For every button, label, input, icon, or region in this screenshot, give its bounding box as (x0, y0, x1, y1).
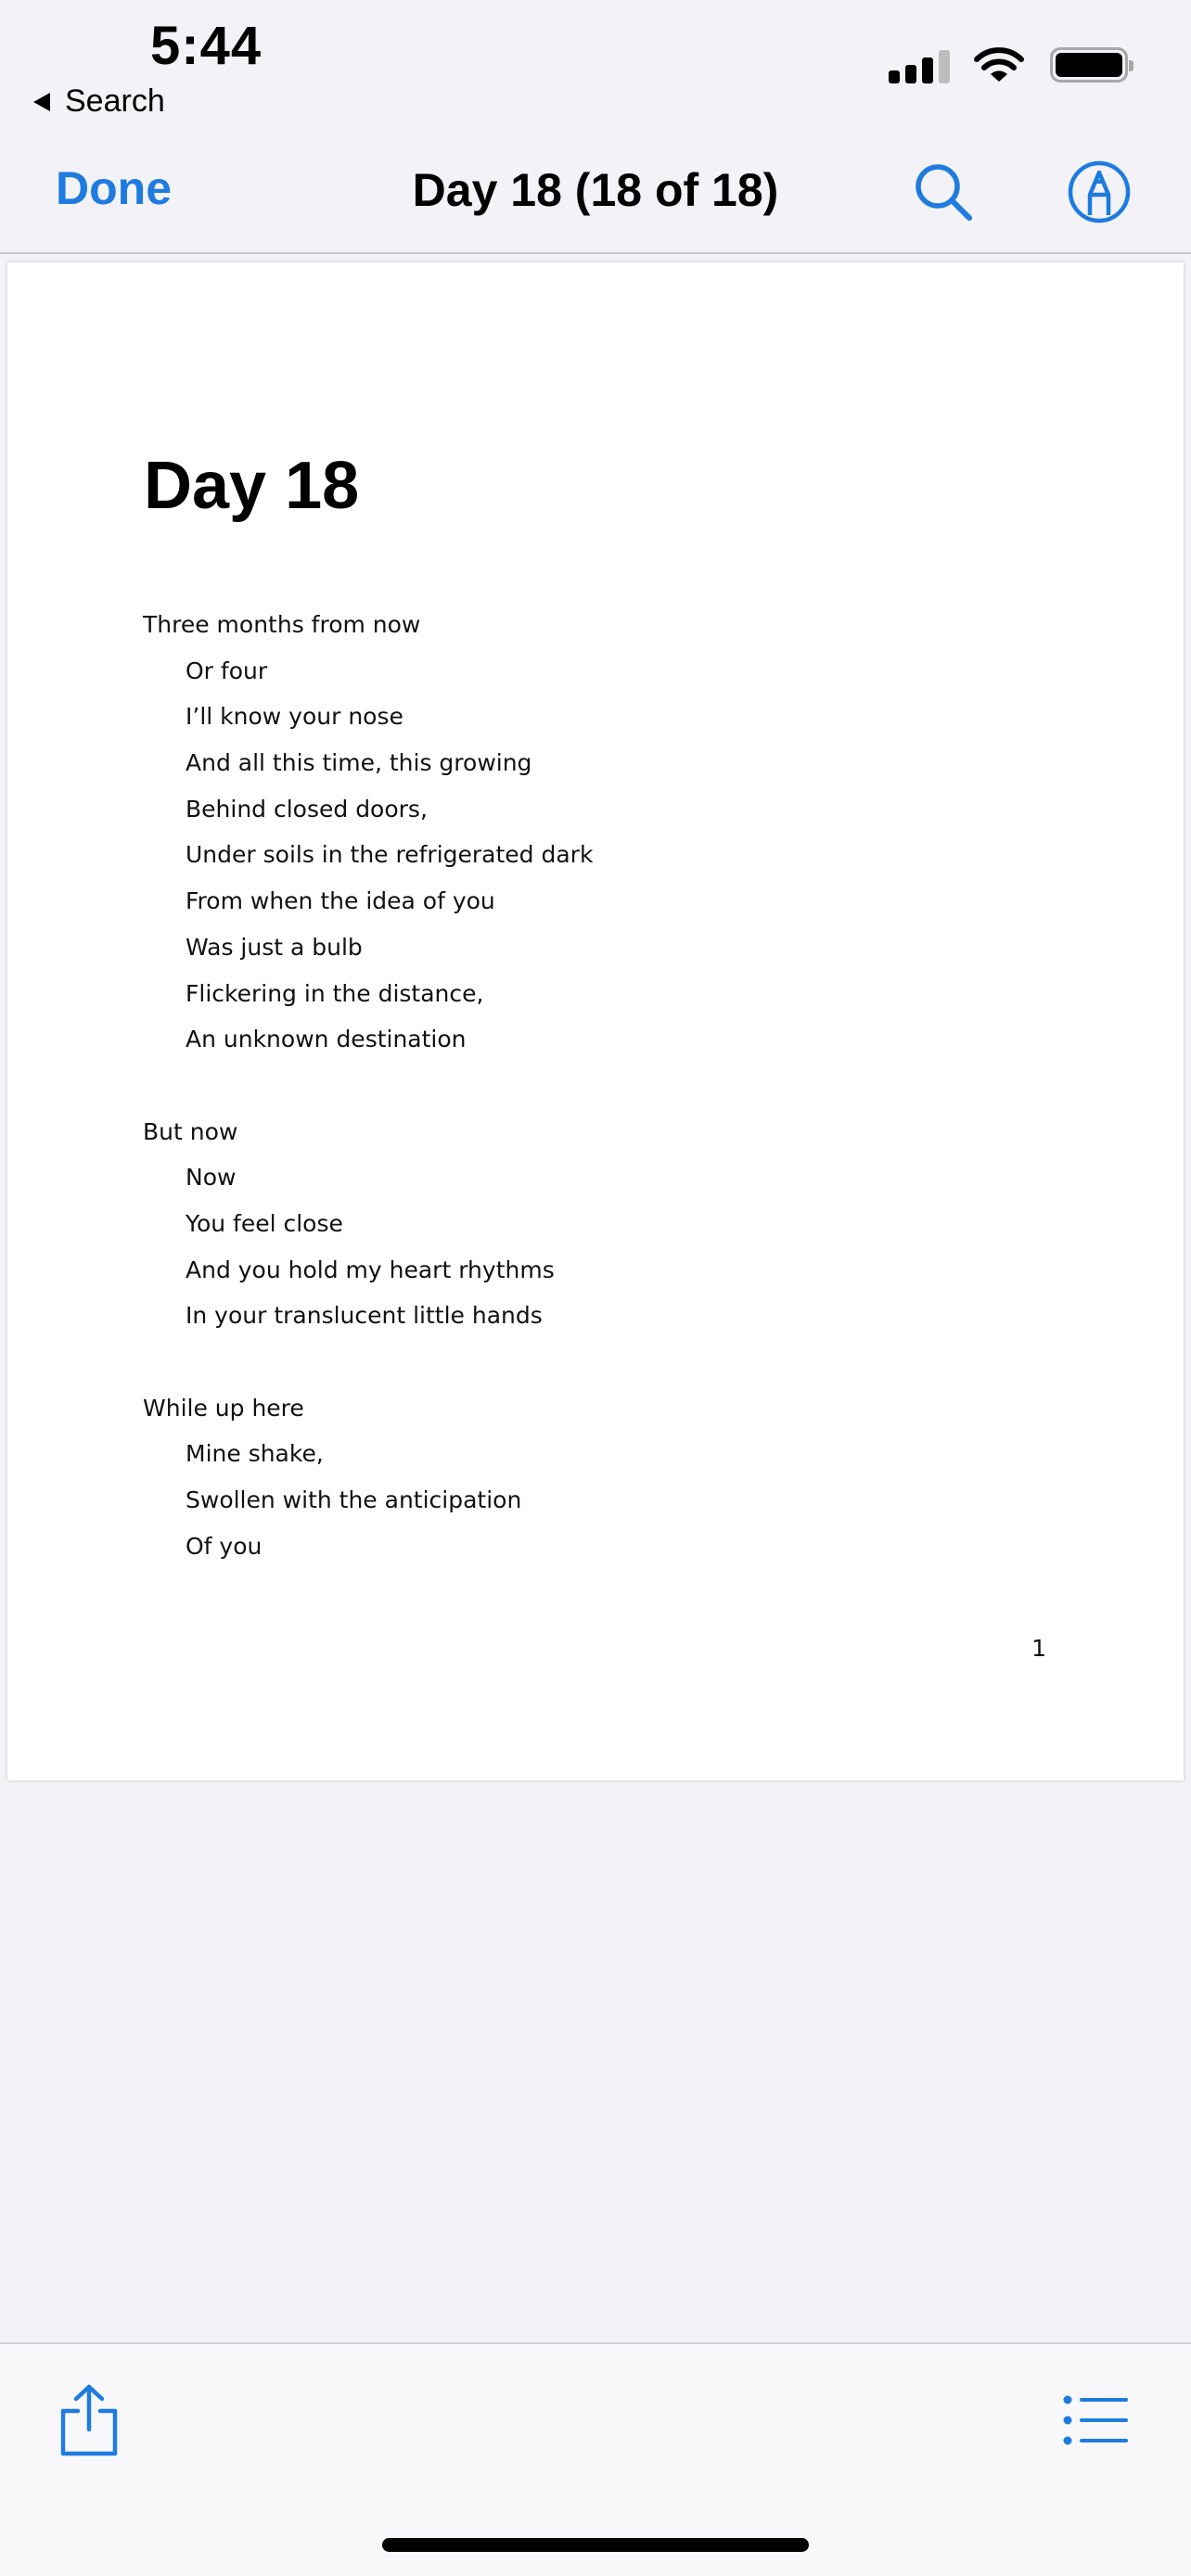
poem-line: And you hold my heart rhythms (186, 1256, 555, 1283)
list-icon[interactable] (1063, 2394, 1130, 2446)
back-to-search-link[interactable] (33, 83, 165, 120)
document-page[interactable] (7, 262, 1184, 1780)
poem-line: Now (186, 1164, 237, 1192)
poem-line: Mine shake, (186, 1440, 324, 1468)
poem-line: Under soils in the refrigerated dark (186, 841, 594, 869)
poem-line: Behind closed doors, (186, 795, 428, 823)
poem-line: But now (143, 1117, 238, 1145)
poem-line: While up here (143, 1394, 304, 1422)
back-label: Search (65, 83, 165, 119)
poem-line: I’ll know your nose (186, 703, 403, 731)
search-icon[interactable] (911, 159, 976, 224)
poem-line: Or four (186, 657, 268, 684)
stanza-break (143, 1339, 593, 1385)
navigation-bar (0, 139, 1191, 254)
stanza-break (143, 1063, 593, 1109)
poem-line: Flickering in the distance, (186, 979, 484, 1007)
poem-title: Day 18 (144, 449, 360, 523)
poem-line: Three months from now (143, 611, 421, 638)
done-button[interactable]: Done (56, 162, 172, 214)
poem-line: And all this time, this growing (186, 749, 532, 777)
document-title: Day 18 (18 of 18) (412, 164, 779, 216)
status-bar (0, 0, 1191, 139)
page-number: 1 (1031, 1635, 1046, 1662)
share-icon[interactable] (56, 2383, 122, 2457)
status-icons (883, 46, 1128, 83)
poem-body (143, 602, 593, 1569)
markup-pen-icon[interactable] (1067, 159, 1132, 224)
back-arrow-icon (33, 93, 50, 111)
battery-icon (1050, 47, 1128, 83)
poem-line: Was just a bulb (186, 933, 363, 961)
poem-line: You feel close (186, 1209, 343, 1237)
poem-line: In your translucent little hands (186, 1302, 543, 1330)
poem-line: An unknown destination (186, 1026, 467, 1053)
poem-line: From when the idea of you (186, 887, 495, 915)
cellular-signal-icon (883, 46, 950, 83)
status-time: 5:44 (150, 16, 263, 76)
home-indicator[interactable] (382, 2538, 809, 2552)
poem-line: Of you (186, 1532, 263, 1560)
poem-line: Swollen with the anticipation (186, 1486, 522, 1514)
wifi-icon (974, 46, 1024, 83)
